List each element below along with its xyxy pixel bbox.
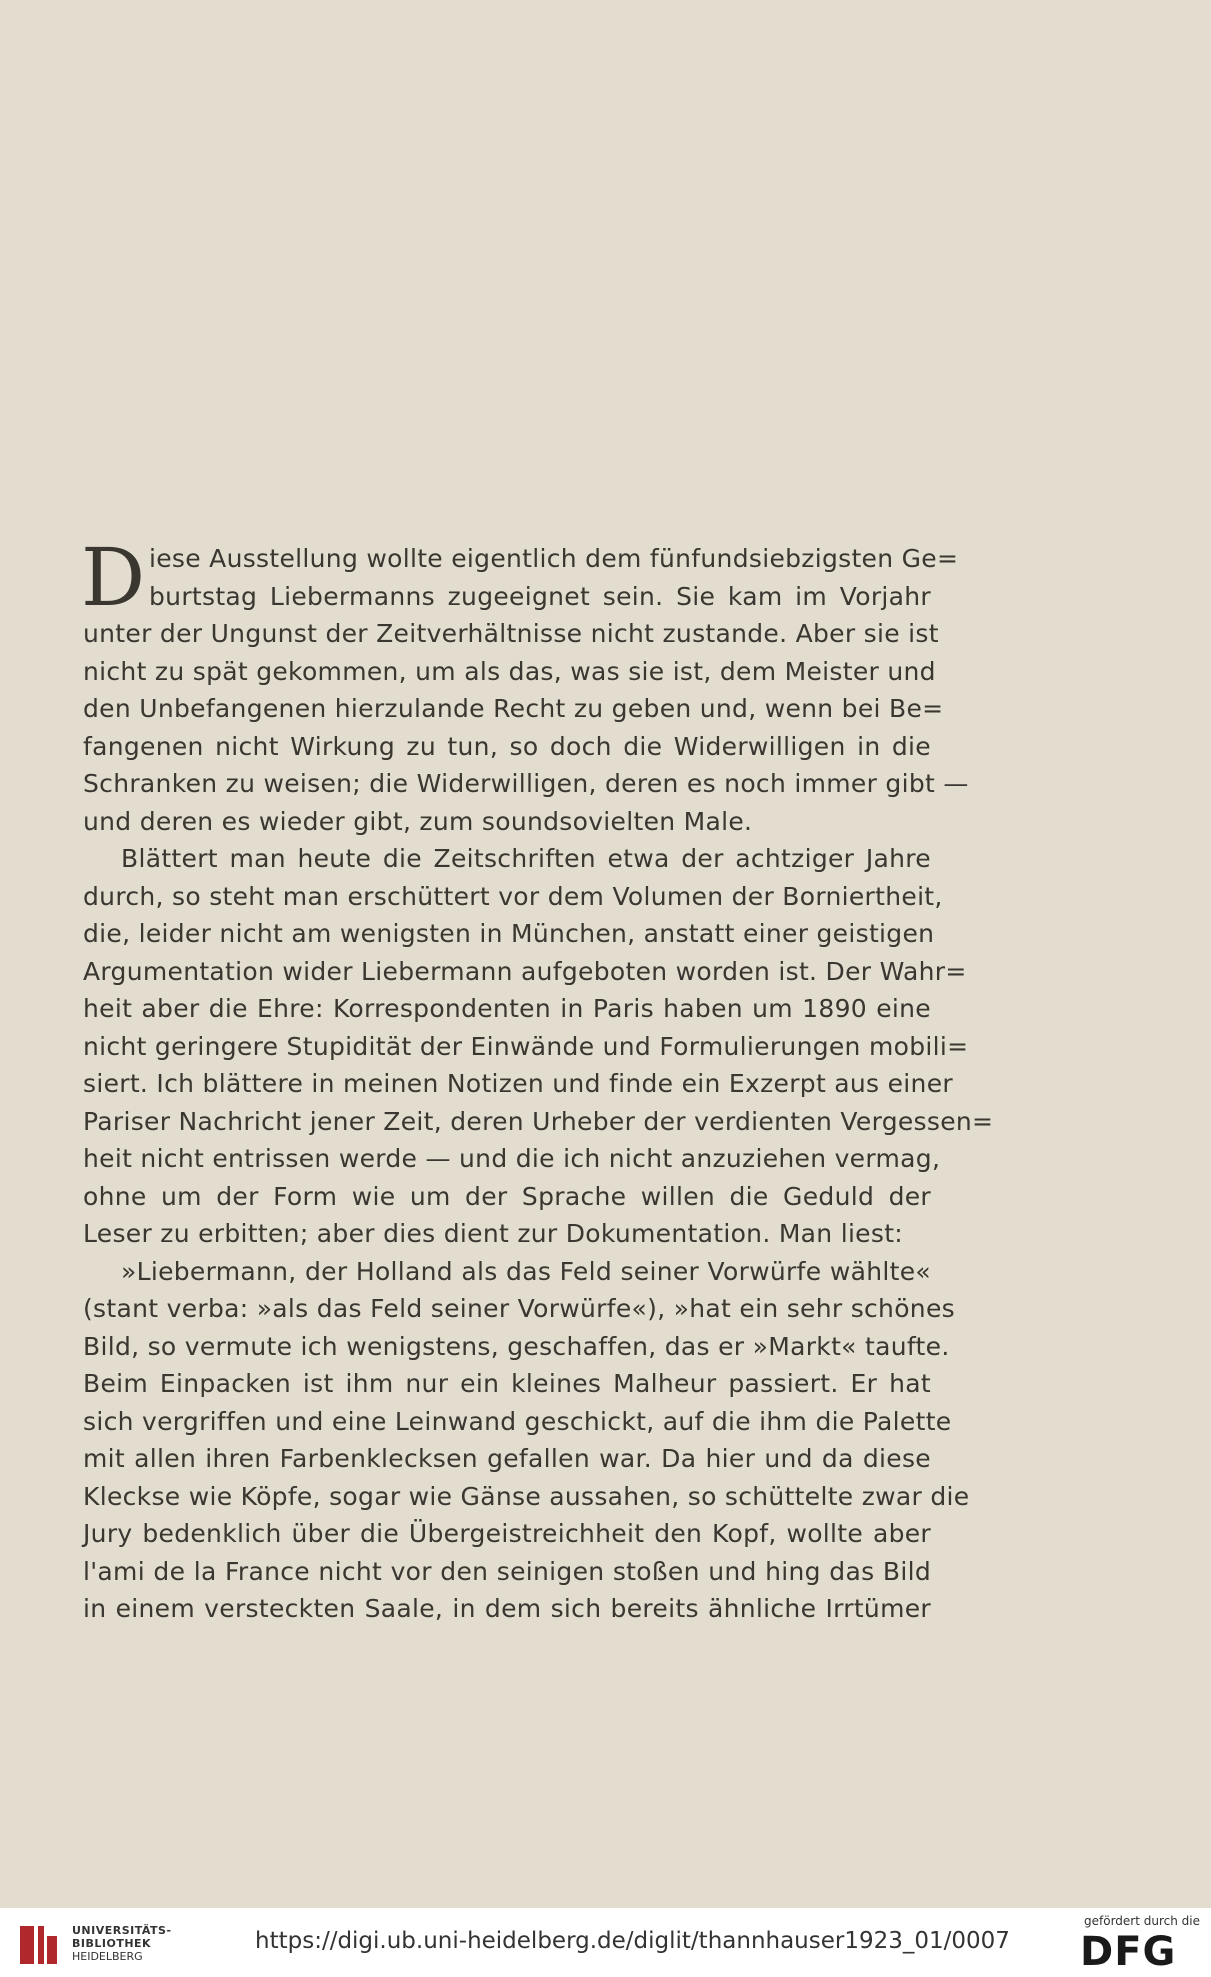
text-line: »Liebermann, der Holland als das Feld seiner Vorwürfe wählte« bbox=[121, 1256, 931, 1286]
text-line: heit aber die Ehre: Korrespondenten in Paris haben um 1890 eine bbox=[83, 994, 931, 1023]
text-line: Leser zu erbitten; aber dies dient zur Dokumentation. Man liest: bbox=[83, 1219, 904, 1248]
dfg-logo: DFG bbox=[1080, 1929, 1177, 1975]
funding-caption: gefördert durch die bbox=[1084, 1914, 1200, 1928]
text-line: mit allen ihren Farbenklecksen gefallen war. Da hier und da diese bbox=[83, 1444, 931, 1473]
text-line: Pariser Nachricht jener Zeit, deren Urheber der verdienten Vergessen= bbox=[83, 1106, 994, 1136]
text-line: Blättert man heute die Zeitschriften etwa der achtziger Jahre bbox=[121, 844, 931, 873]
text-line: nicht zu spät gekommen, um als das, was sie ist, dem Meister und bbox=[83, 656, 936, 686]
text-line: Schranken zu weisen; die Widerwilligen, deren es noch immer gibt — bbox=[83, 769, 969, 798]
text-line: heit nicht entrissen werde — und die ich nicht anzuziehen vermag, bbox=[83, 1144, 941, 1173]
text-line: fangenen nicht Wirkung zu tun, so doch die Widerwilligen in die bbox=[83, 731, 931, 761]
university-library-logo-icon bbox=[14, 1920, 64, 1970]
viewer-footer bbox=[0, 1908, 1211, 1977]
text-line: Argumentation wider Liebermann aufgeboten worden ist. Der Wahr= bbox=[83, 956, 967, 986]
text-line: siert. Ich blättere in meinen Notizen und finde ein Exzerpt aus einer bbox=[83, 1069, 953, 1098]
text-line: Beim Einpacken ist ihm nur ein kleines Malheur passiert. Er hat bbox=[83, 1369, 931, 1398]
drop-capital: D bbox=[81, 531, 146, 624]
text-line: ohne um der Form wie um der Sprache willen die Geduld der bbox=[83, 1181, 931, 1211]
text-line: den Unbefangenen hierzulande Recht zu geben und, wenn bei Be= bbox=[83, 694, 944, 723]
text-line: durch, so steht man erschüttert vor dem Volumen der Borniertheit, bbox=[83, 881, 943, 911]
text-line: und deren es wieder gibt, zum soundsovielten Male. bbox=[83, 806, 753, 836]
text-line: l'ami de la France nicht vor den seinigen stoßen und hing das Bild bbox=[83, 1556, 931, 1586]
text-line: in einem versteckten Saale, in dem sich bereits ähnliche Irrtümer bbox=[83, 1594, 931, 1623]
text-line: unter der Ungunst der Zeitverhältnisse nicht zustande. Aber sie ist bbox=[83, 619, 939, 648]
text-line: iese Ausstellung wollte eigentlich dem fünfundsiebzigsten Ge= bbox=[149, 544, 959, 573]
text-line: Jury bedenklich über die Übergeistreichheit den Kopf, wollte aber bbox=[83, 1519, 931, 1548]
text-line: burtstag Liebermanns zugeeignet sein. Sie kam im Vorjahr bbox=[149, 581, 931, 611]
text-line: nicht geringere Stupidität der Einwände und Formulierungen mobili= bbox=[83, 1031, 969, 1061]
permalink-url[interactable]: https://digi.ub.uni-heidelberg.de/diglit/thannhauser1923_01/0007 bbox=[255, 1928, 1010, 1954]
text-line: Bild, so vermute ich wenigstens, geschaffen, das er »Markt« taufte. bbox=[83, 1331, 950, 1361]
text-line: Kleckse wie Köpfe, sogar wie Gänse aussahen, so schüttelte zwar die bbox=[83, 1481, 970, 1511]
text-line: sich vergriffen und eine Leinwand geschickt, auf die ihm die Palette bbox=[83, 1406, 952, 1436]
text-line: die, leider nicht am wenigsten in München, anstatt einer geistigen bbox=[83, 919, 935, 948]
text-line: (stant verba: »als das Feld seiner Vorwürfe«), »hat ein sehr schönes bbox=[83, 1294, 955, 1323]
library-name: UNIVERSITÄTS- BIBLIOTHEK HEIDELBERG bbox=[72, 1924, 172, 1963]
body-text bbox=[81, 531, 994, 1628]
